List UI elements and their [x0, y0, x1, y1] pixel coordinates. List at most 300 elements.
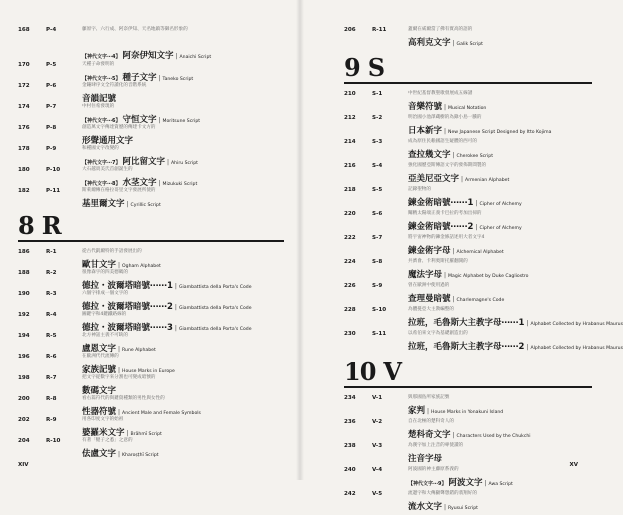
page-number: 182 [18, 188, 30, 194]
entry-title-line [408, 146, 592, 163]
toc-entry [18, 437, 284, 458]
separator: | [118, 367, 121, 374]
separator: | [167, 159, 170, 166]
entry-title: 基里爾文字 [82, 199, 125, 209]
page-number: 238 [344, 443, 356, 449]
entry-title: 鍊金術暗號⋯⋯2 [408, 222, 474, 232]
entry-body [408, 138, 592, 162]
entry-title: 德拉・波爾塔暗號⋯⋯1 [82, 281, 173, 291]
toc-entry [18, 311, 284, 332]
toc-entry [344, 282, 592, 306]
toc-entry [18, 374, 284, 395]
entry-code: V-3 [372, 443, 383, 449]
entry-code: S-5 [372, 187, 383, 193]
entry-title-line [408, 122, 592, 139]
english-title: Cherokee Script [456, 154, 494, 159]
right-entries-r [344, 26, 592, 50]
page-number: 242 [344, 491, 356, 497]
entry-code: V-2 [372, 419, 383, 425]
right-entries-s [344, 90, 623, 354]
entry-title: 婆羅米文字 [82, 428, 125, 438]
toc-entry [344, 186, 592, 210]
series-tag: 【神代文字⋯5】 [82, 76, 121, 82]
entry-code: P-7 [46, 104, 57, 110]
separator: | [452, 296, 455, 303]
page-number: 192 [18, 312, 30, 318]
page-number: 214 [344, 139, 356, 145]
entry-description: 金鑲肆序文全符讀化的音階系統 [82, 83, 147, 88]
separator: | [118, 409, 121, 416]
entry-title-line [408, 290, 592, 307]
page-number: 196 [18, 354, 30, 360]
entry-code: S-9 [372, 283, 383, 289]
series-tag: 【神代文字⋯6】 [82, 118, 121, 124]
entry-body [408, 90, 592, 114]
toc-entry [344, 234, 592, 258]
entry-title: 楚科奇文字 [408, 430, 451, 440]
entry-description: 共濟會、卡利奧斯托羅翻開的 [408, 259, 468, 264]
entry-code: S-4 [372, 163, 383, 169]
separator: | [118, 346, 121, 353]
page-number: 216 [344, 163, 356, 169]
english-title: Galik Script [456, 42, 483, 47]
entry-description: 為漢字加上注音的專使讀的 [408, 443, 464, 448]
separator: | [526, 320, 529, 327]
entry-body [82, 145, 284, 166]
page-folio: XV [569, 462, 578, 468]
toc-entry [344, 466, 592, 490]
entry-description: 與那國島所家族記號 [408, 395, 450, 400]
page-number: 212 [344, 115, 356, 121]
english-title: House Marks in Europe [122, 369, 175, 374]
english-title: Awa Script [488, 482, 513, 487]
section-header-9 [344, 52, 592, 84]
toc-entry [344, 490, 592, 514]
entry-body [408, 306, 623, 330]
entry-title: 水茎文字 [122, 178, 157, 188]
entry-body [82, 311, 284, 332]
entry-title-line [408, 34, 592, 51]
entry-code: S-11 [372, 331, 387, 337]
toc-entry [18, 416, 284, 437]
english-title: Ryusui Script [448, 506, 478, 511]
entry-title-line [408, 218, 592, 235]
toc-entry [344, 418, 592, 442]
entry-code: R-1 [46, 249, 57, 255]
entry-description: 記錄聖物的 [408, 187, 431, 192]
separator: | [174, 325, 177, 332]
entry-code: S-2 [372, 115, 383, 121]
english-title: Cipher of Alchemy [479, 202, 522, 207]
separator: | [452, 248, 455, 255]
page-number: 188 [18, 270, 30, 276]
entry-body [82, 82, 284, 103]
page-number: 228 [344, 307, 356, 313]
entry-code: S-8 [372, 259, 383, 265]
entry-body [408, 442, 592, 466]
entry-code: R-4 [46, 312, 57, 318]
entry-code: P-9 [46, 146, 57, 152]
page-number: 176 [18, 125, 30, 131]
english-title: Mizukuki Script [162, 182, 198, 187]
entry-title: 盧恩文字 [82, 344, 117, 354]
section-header-10 [344, 356, 592, 388]
entry-code [46, 47, 82, 61]
english-title: Magic Alphabet by Duke Cagliostro [448, 274, 529, 279]
page-number: 202 [18, 417, 30, 423]
page-number: 172 [18, 83, 30, 89]
entry-title-line [408, 338, 623, 355]
entry-title: 流水文字 [408, 502, 443, 512]
toc-entry [344, 442, 592, 466]
entry-title: 查拉幾文字 [408, 150, 451, 160]
english-title: Ancient Male and Female Symbols [122, 411, 201, 416]
toc-entry [18, 166, 284, 187]
entry-title: 音樂符號 [408, 102, 443, 112]
entry-description: 以希伯來文字為基礎創造出的 [408, 331, 468, 336]
page-number: 198 [18, 375, 30, 381]
english-title: Alphabet Collected by Hrabanus Maurus [530, 346, 623, 351]
section-letter: R [41, 210, 62, 240]
english-title: Giambattista della Porta's Code [178, 285, 252, 290]
entry-title: 歐甘文字 [82, 260, 117, 270]
english-title: House Marks in Yonakuni Island [431, 410, 504, 415]
entry-body [408, 490, 592, 514]
entry-body [408, 282, 592, 306]
page-number: 220 [344, 211, 356, 217]
entry-code: S-10 [372, 307, 387, 313]
entry-description: 把文字從數字來分割也可變成暗號的 [82, 375, 156, 380]
entry-description: 斯萊爾傳在格拉哥里文字發展所使的 [82, 188, 156, 193]
entry-description: 在歐洲代代流傳的 [82, 354, 119, 359]
page-number: 236 [344, 419, 356, 425]
english-title: Brāhmī Script [130, 432, 162, 437]
english-title: Charlemagne's Code [456, 298, 505, 303]
english-title: Giambattista della Porta's Code [178, 306, 252, 311]
toc-entry [18, 187, 284, 208]
separator: | [444, 128, 447, 135]
page-number: 194 [18, 333, 30, 339]
entry-code: R-5 [46, 333, 57, 339]
toc-entry [344, 114, 592, 138]
entry-body [82, 166, 284, 187]
entry-title: 拉班，毛魯斯大主教字母⋯⋯1 [408, 318, 525, 328]
english-title: Ogham Alphabet [122, 264, 161, 269]
english-title: Giambattista della Porta's Code [178, 327, 252, 332]
entry-description: 將宇宙神物的鍊金修話述用大者文字4 [408, 235, 485, 240]
entry-body [82, 332, 284, 353]
entry-description: 看右篇符代的與鍵資種類的男性與女性的 [82, 396, 165, 401]
entry-body [408, 26, 592, 50]
toc-entry [344, 26, 592, 50]
entry-body [82, 248, 284, 269]
entry-body [82, 290, 284, 311]
section-number: 10 [344, 356, 376, 386]
entry-body [82, 395, 284, 416]
entry-body [82, 124, 284, 145]
entry-code: S-7 [372, 235, 383, 241]
entry-description: 圖鍵字和4鍵鐵路線的 [82, 312, 127, 317]
english-title: Ahiru Script [171, 161, 198, 166]
page-number: 224 [344, 259, 356, 265]
entry-code: S-1 [372, 91, 383, 97]
toc-entry [344, 306, 623, 330]
english-title: Alphabet Collected by Hrabanus Maurus [530, 322, 623, 327]
entry-body [408, 394, 592, 418]
entry-title-line [408, 450, 592, 465]
entry-body [408, 330, 623, 354]
separator: | [475, 224, 478, 231]
page-number: 240 [344, 467, 356, 473]
page-number: 230 [344, 331, 356, 337]
entry-description: 為體憂亞大主教編整的 [408, 307, 454, 312]
entry-title-line [408, 402, 592, 419]
page-number: 204 [18, 438, 30, 444]
entry-body [408, 162, 592, 186]
entry-code: R-10 [46, 438, 61, 444]
entry-title-line [408, 498, 592, 515]
entry-code: P-11 [46, 188, 61, 194]
entry-description: 中世紀基督教聖歌發展成五線譜 [408, 91, 473, 96]
entry-description: 很像森字的四美德碼的 [82, 270, 128, 275]
english-title: Anaichi Script [179, 55, 212, 60]
entry-title: 阿比留文字 [122, 157, 165, 167]
entry-title: 阿波文字 [448, 478, 483, 488]
separator: | [158, 75, 161, 82]
english-title: Characters Used by the Chukchi [456, 434, 531, 439]
separator: | [174, 304, 177, 311]
page-number: 170 [18, 62, 30, 68]
page-number: 168 [18, 27, 30, 33]
page-number: 226 [344, 283, 356, 289]
entry-description: 用各印度文字的始祖 [82, 417, 124, 422]
entry-title: 日本新字 [408, 126, 443, 136]
toc-entry [18, 47, 284, 61]
separator: | [452, 152, 455, 159]
toc-entry [344, 138, 592, 162]
entry-title-line [408, 242, 592, 259]
entry-title: 數碼文字 [82, 386, 117, 396]
entry-description: 六個字排成一個文字的 [82, 291, 128, 296]
entry-body [82, 61, 284, 82]
entry-code: R-2 [46, 270, 57, 276]
english-title: Taneko Script [162, 77, 194, 82]
entry-title-line [408, 314, 623, 331]
entry-code: P-8 [46, 125, 57, 131]
toc-entry [18, 248, 284, 269]
entry-title: 鍊金術暗號⋯⋯1 [408, 198, 474, 208]
left-page [0, 0, 300, 480]
page-folio: XIV [18, 462, 29, 468]
entry-description: 創造萬文字傳達資歷的傳建卡文方的 [82, 125, 156, 130]
entry-title: 查理曼暗號 [408, 294, 451, 304]
entry-title-line [408, 170, 592, 187]
entry-description: 藤原字、六行成、阿奈伊知、天名地鎮等御名形象的 [82, 27, 188, 32]
entry-title: 音韻記號 [82, 94, 117, 104]
entry-code: P-4 [46, 27, 57, 33]
entry-title: 高利克文字 [408, 38, 451, 48]
toc-entry [18, 269, 284, 290]
toc-entry [344, 90, 592, 114]
entry-body [408, 418, 592, 442]
entry-body [82, 353, 284, 374]
separator: | [427, 408, 430, 415]
separator: | [452, 432, 455, 439]
entry-description: 強化國歷亞斯傳語文字的發佈期間製的 [408, 163, 487, 168]
entry-title: 德拉・波爾塔暗號⋯⋯3 [82, 323, 173, 333]
entry-title-line [408, 426, 592, 443]
entry-description: 曾在歐洲中使用過的 [408, 283, 450, 288]
english-title: New Japanese Script Designed by Itto Kojima [448, 130, 552, 135]
entry-body [408, 234, 592, 258]
toc-entry [344, 162, 592, 186]
separator: | [118, 262, 121, 269]
english-title: Rune Alphabet [122, 348, 156, 353]
entry-description: 明治國小池澤蔵樹的為錄小島一騰的 [408, 115, 482, 120]
english-title: Musical Notation [448, 106, 487, 111]
toc-entry [18, 26, 284, 47]
toc-entry [344, 330, 623, 354]
entry-code: P-5 [46, 62, 57, 68]
section-letter: S [367, 52, 386, 82]
toc-entry [18, 353, 284, 374]
entry-description: 闡精太陽端正義卡巴拉的考加出掃的 [408, 211, 482, 216]
series-tag: 【神代文字⋯9】 [408, 481, 447, 487]
entry-title-line [82, 195, 284, 212]
entry-title: 性器符號 [82, 407, 117, 417]
separator: | [526, 344, 529, 351]
separator: | [444, 504, 447, 511]
page-number: 180 [18, 167, 30, 173]
entry-body [408, 210, 592, 234]
entry-body [82, 374, 284, 395]
entry-title: 魔法字母 [408, 270, 443, 280]
separator: | [444, 272, 447, 279]
entry-code: R-7 [46, 375, 57, 381]
page-number: 190 [18, 291, 30, 297]
entry-code: P-6 [46, 83, 57, 89]
toc-entry [18, 61, 284, 82]
entry-title: 種子文字 [122, 73, 157, 83]
entry-body [82, 437, 284, 458]
english-title: Alchemical Alphabet [456, 250, 504, 255]
entry-title-line [408, 194, 592, 211]
entry-description: 成為原住民賴國語生疑體的西可的 [408, 139, 477, 144]
page-number: 234 [344, 395, 356, 401]
series-tag: 【神代文字⋯4】 [82, 54, 121, 60]
entry-title: 佉盧文字 [82, 449, 117, 459]
page-number: 186 [18, 249, 30, 255]
english-title: Cyrillic Script [130, 203, 161, 208]
entry-description: 和種國文字改變的 [82, 146, 119, 151]
entry-title: 家族記號 [82, 365, 117, 375]
entry-description: 有著「犍子之悉」之意的 [82, 438, 133, 443]
page-number: 178 [18, 146, 30, 152]
page-number: 210 [344, 91, 356, 97]
toc-entry [18, 332, 284, 353]
section-letter: V [383, 356, 403, 386]
entry-body [82, 47, 284, 61]
separator: | [126, 201, 129, 208]
right-page [300, 0, 623, 512]
separator: | [444, 104, 447, 111]
page-number: 200 [18, 396, 30, 402]
entry-code: R-11 [372, 27, 387, 33]
separator: | [475, 200, 478, 207]
toc-entry [18, 124, 284, 145]
entry-title: 家判 [408, 406, 426, 416]
entry-description: 從古代凱爾特的手語發展出的 [82, 249, 142, 254]
left-entries-p [18, 26, 284, 208]
entry-title: 形聲通用文字 [82, 136, 134, 146]
section-number: 8 [18, 210, 34, 240]
left-entries-r [18, 248, 284, 458]
toc-entry [344, 210, 592, 234]
entry-description: 大石越貴美氏首創誕生的 [82, 167, 133, 172]
entry-title: 亞美尼亞文字 [408, 174, 460, 184]
section-header-8 [18, 210, 284, 242]
entry-body [408, 466, 592, 490]
toc-entry [18, 103, 284, 124]
entry-title-line [82, 445, 284, 462]
entry-description: 蓋爾在威爾當了佛有實高的語的 [408, 27, 473, 32]
series-tag: 【神代文字⋯8】 [82, 181, 121, 187]
english-title: Armenian Alphabet [465, 178, 510, 183]
entry-code: R-6 [46, 354, 57, 360]
right-entries-v [344, 394, 592, 514]
entry-body [408, 258, 592, 282]
entry-title: 阿奈伊知文字 [122, 51, 174, 61]
toc-entry [18, 290, 284, 311]
entry-body [82, 187, 284, 208]
separator: | [175, 53, 178, 60]
english-title: Cipher of Alchemy [479, 226, 522, 231]
page-number: 174 [18, 104, 30, 110]
entry-code: V-5 [372, 491, 383, 497]
entry-body [82, 416, 284, 437]
entry-description: 阿波國的神主藤原系義的 [408, 467, 459, 472]
entry-body [408, 114, 592, 138]
entry-body [82, 269, 284, 290]
toc-entry [18, 395, 284, 416]
entry-description: 自在北極的楚科奇人的 [408, 419, 454, 424]
page-number [18, 47, 46, 61]
entry-title: 注音字母 [408, 454, 443, 464]
entry-code: R-9 [46, 417, 57, 423]
entry-title-line [408, 474, 592, 491]
page-number: 222 [344, 235, 356, 241]
entry-title-line [408, 98, 592, 115]
entry-title: 守恒文字 [122, 115, 157, 125]
entry-description: 天種子命發明的 [82, 62, 115, 67]
entry-description: 北方神話主義不可缺的 [82, 333, 128, 338]
entry-body [408, 186, 592, 210]
separator: | [484, 480, 487, 487]
entry-title: 拉班，毛魯斯大主教字母⋯⋯2 [408, 342, 525, 352]
entry-code: V-4 [372, 467, 383, 473]
separator: | [158, 117, 161, 124]
entry-code: R-3 [46, 291, 57, 297]
entry-code: S-3 [372, 139, 383, 145]
toc-entry [18, 145, 284, 166]
entry-description: 中村住希發現的 [82, 104, 115, 109]
entry-body [82, 26, 284, 47]
separator: | [126, 430, 129, 437]
entry-code: V-1 [372, 395, 383, 401]
toc-entry [18, 82, 284, 103]
toc-entry [344, 394, 592, 418]
separator: | [174, 283, 177, 290]
